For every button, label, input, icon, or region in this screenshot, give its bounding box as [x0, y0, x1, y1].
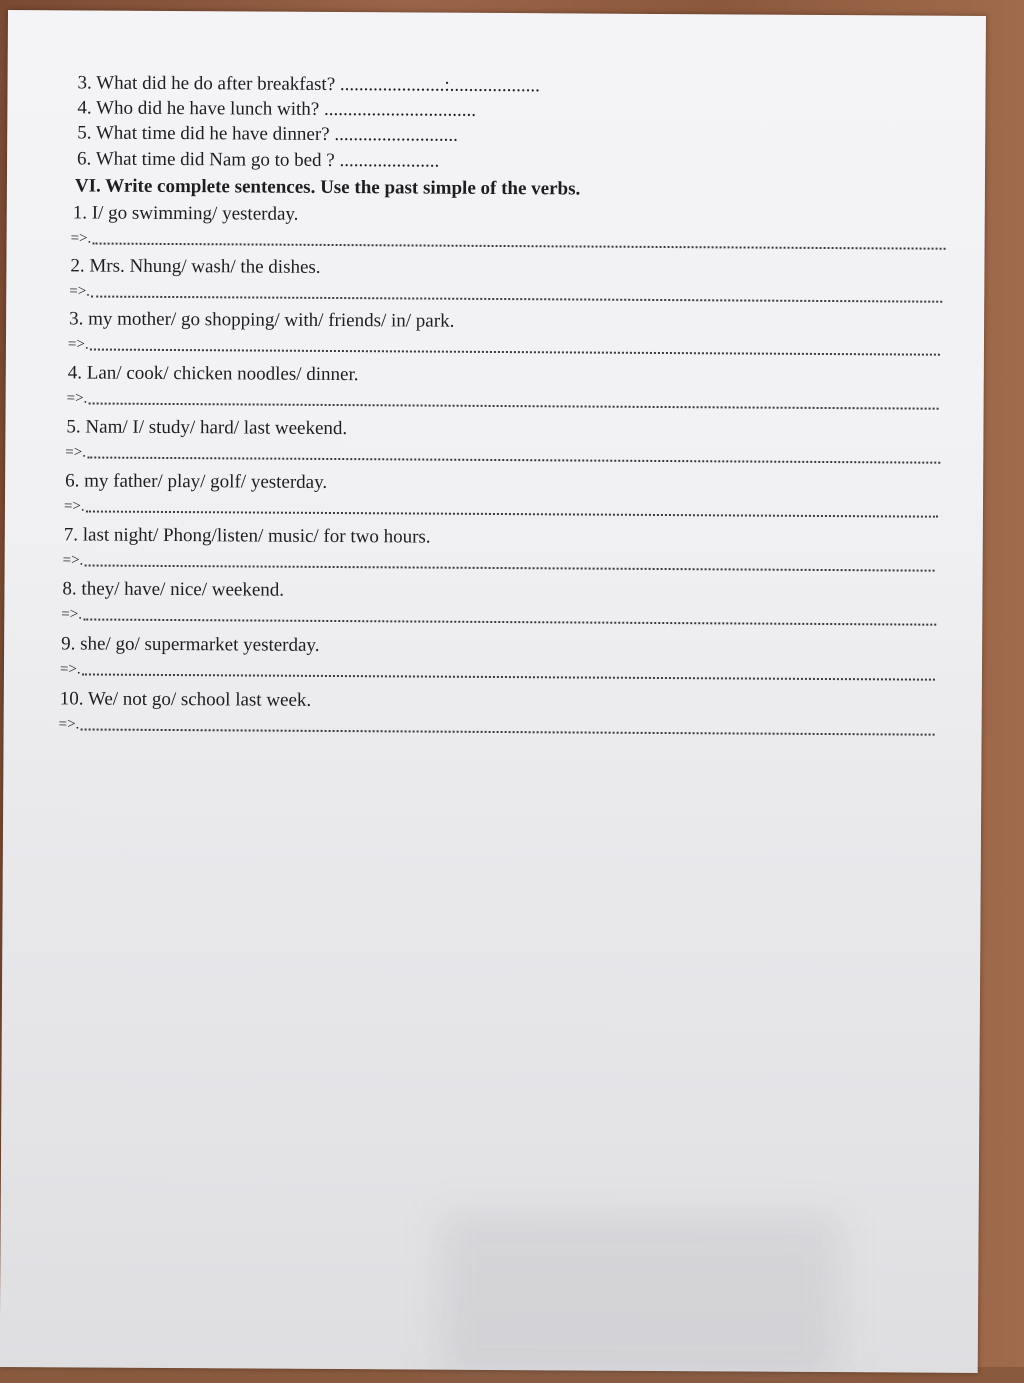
answer-prefix: =>. [67, 336, 89, 353]
sentence-prompt-9: 9. she/ go/ supermarket yesterday. [61, 633, 320, 656]
dotted-line [87, 456, 940, 463]
dotted-line [90, 349, 940, 356]
answer-line-1 [71, 228, 946, 253]
question-text: 6. What time did Nam go to bed ? [77, 148, 335, 171]
answer-prefix: =>. [58, 716, 80, 733]
answer-prefix: =>. [62, 552, 84, 569]
shadow-area [440, 1213, 841, 1382]
answer-prefix: =>. [69, 283, 91, 300]
answer-dots: ......................:................... [339, 74, 541, 97]
question-4 [77, 96, 476, 122]
sentence-prompt-4: 4. Lan/ cook/ chicken noodles/ dinner. [67, 362, 359, 386]
answer-line-2 [69, 281, 942, 306]
question-3 [77, 71, 540, 98]
answer-line-9 [60, 659, 935, 684]
dotted-line [91, 296, 942, 303]
dotted-line [80, 728, 934, 735]
answer-prefix: =>. [65, 444, 87, 461]
answer-line-3 [68, 334, 940, 359]
question-6 [77, 147, 439, 173]
sentence-prompt-10: 10. We/ not go/ school last week. [59, 688, 312, 711]
sentence-prompt-8: 8. they/ have/ nice/ weekend. [62, 578, 285, 601]
sentence-prompt-1: 1. I/ go swimming/ yesterday. [72, 202, 299, 225]
answer-prefix: =>. [66, 390, 88, 407]
sentence-prompt-7: 7. last night/ Phong/listen/ music/ for two hours. [63, 524, 431, 548]
worksheet-page [0, 10, 986, 1373]
question-text: 5. What time did he have dinner? [77, 122, 330, 145]
answer-line-5 [65, 442, 940, 467]
answer-line-4 [67, 388, 939, 413]
answer-dots: ..................... [339, 150, 440, 172]
answer-prefix: =>. [70, 230, 92, 247]
sentence-prompt-6: 6. my father/ play/ golf/ yesterday. [65, 470, 328, 493]
answer-dots: .......................... [334, 123, 458, 146]
answer-prefix: =>. [59, 661, 81, 678]
section-vi-heading: VI. Write complete sentences. Use the past simple of the verbs. [74, 175, 581, 200]
dotted-line [84, 564, 934, 571]
dotted-line [86, 510, 938, 517]
dotted-line [82, 673, 935, 680]
answer-line-8 [61, 604, 936, 629]
answer-line-6 [64, 496, 938, 521]
dotted-line [83, 618, 936, 625]
answer-line-7 [63, 550, 935, 575]
dotted-line [88, 402, 938, 409]
answer-prefix: =>. [63, 498, 85, 515]
sentence-prompt-3: 3. my mother/ go shopping/ with/ friends/ in/ park. [69, 308, 455, 332]
question-text: 4. Who did he have lunch with? [77, 97, 320, 120]
question-5 [77, 121, 458, 147]
answer-prefix: =>. [61, 606, 83, 623]
sentence-prompt-2: 2. Mrs. Nhung/ wash/ the dishes. [70, 255, 321, 278]
dotted-line [92, 243, 945, 250]
sentence-prompt-5: 5. Nam/ I/ study/ hard/ last weekend. [66, 416, 348, 440]
question-text: 3. What did he do after breakfast? [77, 72, 336, 95]
answer-dots: ................................ [323, 98, 477, 121]
answer-line-10 [59, 714, 935, 739]
